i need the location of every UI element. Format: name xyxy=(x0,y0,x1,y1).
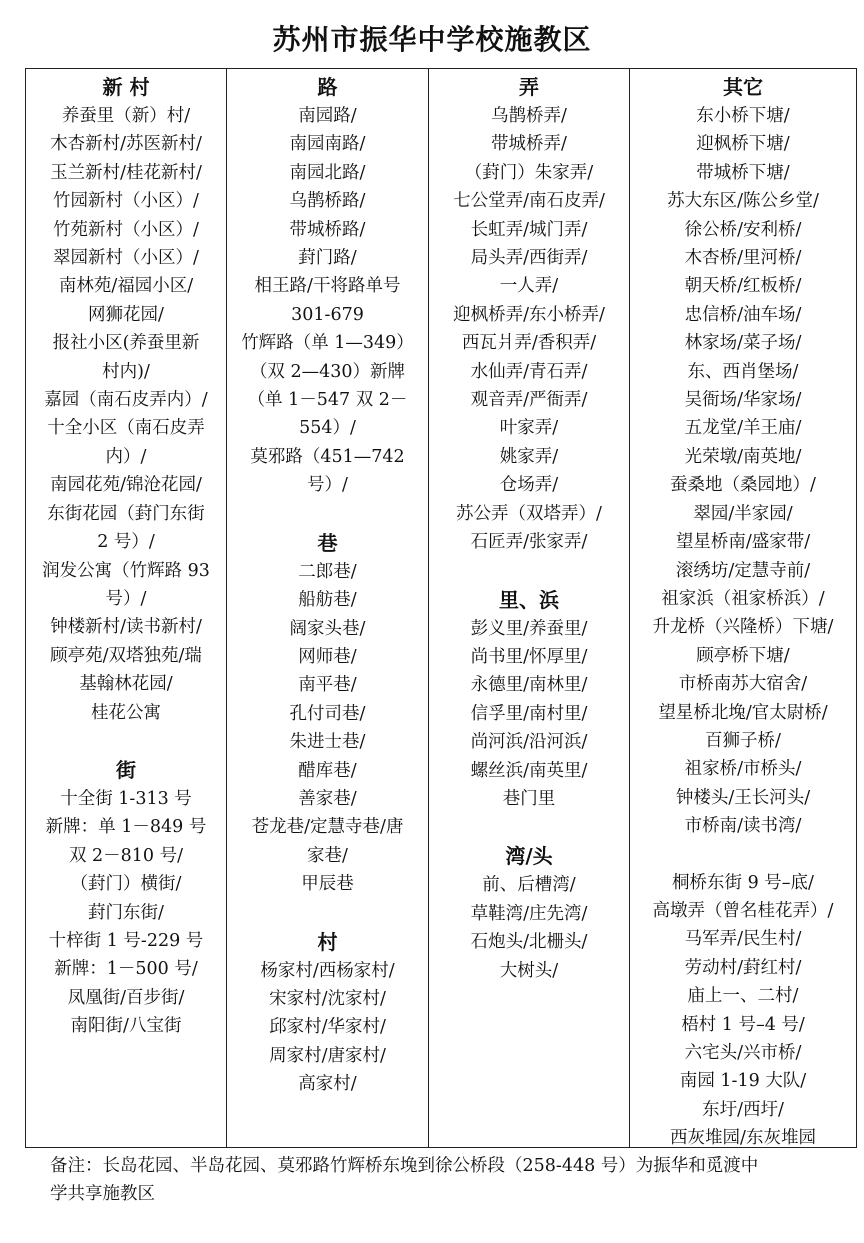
area-line: 554）/ xyxy=(299,418,356,439)
area-line: 相王路/干将路单号 xyxy=(254,276,401,297)
area-line: 村内)/ xyxy=(102,361,150,382)
area-line: 石匠弄/张家弄/ xyxy=(470,532,588,553)
area-line: 叶家弄/ xyxy=(499,418,559,439)
area-line: 南园花苑/锦沧花园/ xyxy=(50,475,202,496)
area-line: 望星桥南/盛家带/ xyxy=(675,532,811,553)
column-header: 路 xyxy=(317,75,338,99)
area-line: 带城桥弄/ xyxy=(491,134,567,155)
area-line: 梧村 1 号–4 号/ xyxy=(681,1014,805,1035)
area-line: 基翰林花园/ xyxy=(79,674,173,695)
area-line: 百狮子桥/ xyxy=(705,730,781,751)
area-line: 养蚕里（新）村/ xyxy=(61,106,191,126)
area-line: 光荣墩/南英地/ xyxy=(684,446,802,467)
column-header: 其它 xyxy=(723,75,763,99)
area-line: 永德里/南林里/ xyxy=(470,675,588,696)
area-line: 市桥南/读书湾/ xyxy=(684,816,802,837)
area-line: 七公堂弄/南石皮弄/ xyxy=(453,191,605,212)
area-line: 船舫巷/ xyxy=(298,590,357,611)
area-line: 局头弄/西街弄/ xyxy=(470,248,588,269)
area-line: 大树头/ xyxy=(499,960,559,981)
area-line: （葑门）横街/ xyxy=(70,874,182,895)
area-line: 二郎巷/ xyxy=(298,561,357,582)
area-line: 东小桥下塘/ xyxy=(696,106,790,126)
area-line: 桂花公寓 xyxy=(91,702,161,723)
area-line: 家巷/ xyxy=(307,845,348,866)
section-header: 街 xyxy=(116,757,136,782)
area-line: 长虹弄/城门弄/ xyxy=(470,219,588,240)
area-line: 号）/ xyxy=(307,475,348,496)
area-line: 彭义里/养蚕里/ xyxy=(470,618,588,639)
column-3 xyxy=(429,69,630,1147)
area-line: 草鞋湾/庄先湾/ xyxy=(470,903,588,924)
area-line: （单 1－547 双 2－ xyxy=(247,390,408,411)
section-header: 村 xyxy=(317,929,338,954)
area-line: 内）/ xyxy=(105,446,147,467)
area-line: 水仙弄/青石弄/ xyxy=(470,361,588,382)
area-line: 木杏桥/里河桥/ xyxy=(684,248,802,269)
area-line: 仓场弄/ xyxy=(499,475,559,496)
area-line: 301-679 xyxy=(291,304,364,325)
area-line: 朱进士巷/ xyxy=(289,732,366,753)
area-line: 玉兰新村/桂花新村/ xyxy=(50,162,202,183)
area-line: 木杏新村/苏医新村/ xyxy=(50,134,202,155)
remark-line-2: 学共享施教区 xyxy=(50,1184,155,1204)
section-gap xyxy=(26,727,226,755)
area-line: 高家村/ xyxy=(298,1074,357,1095)
area-line: （葑门）朱家弄/ xyxy=(464,162,594,183)
area-line: 忠信桥/油车场/ xyxy=(684,304,802,325)
area-line: 善家巷/ xyxy=(298,788,357,809)
remark-line-1: 备注：长岛花园、半岛花园、莫邪路竹辉桥东堍到徐公桥段（258-448 号）为振华和觅渡中 xyxy=(50,1156,759,1176)
area-line: 东圩/西圩/ xyxy=(702,1099,784,1120)
area-line: 竹园新村（小区）/ xyxy=(53,191,199,212)
section-header: 里、浜 xyxy=(499,587,559,612)
area-line: 嘉园（南石皮弄内）/ xyxy=(44,390,208,411)
area-line: 网狮花园/ xyxy=(88,304,164,325)
area-line: 葑门路/ xyxy=(298,248,357,269)
area-line: 前、后槽湾/ xyxy=(482,875,576,896)
column-2 xyxy=(227,69,429,1147)
area-line: 桐桥东街 9 号–底/ xyxy=(672,872,814,893)
area-line: 高墩弄（曾名桂花弄）/ xyxy=(652,900,834,921)
area-line: 带城桥下塘/ xyxy=(696,162,790,183)
area-line: 2 号）/ xyxy=(97,532,155,553)
area-line: 吴衙场/华家场/ xyxy=(684,390,802,411)
area-line: 西灰堆园/东灰堆园 xyxy=(670,1128,816,1149)
area-line: 新牌：单 1－849 号 xyxy=(45,817,207,838)
area-line: 十全小区（南石皮弄 xyxy=(47,418,205,439)
area-line: 蚕桑地（桑园地）/ xyxy=(670,475,816,496)
area-line: 东、西肖堡场/ xyxy=(687,361,799,382)
area-line: 姚家弄/ xyxy=(499,446,559,467)
area-line: 南园北路/ xyxy=(289,162,366,183)
section-gap xyxy=(630,841,856,869)
school-district-table xyxy=(25,68,857,1148)
area-line: 徐公桥/安利桥/ xyxy=(684,219,802,240)
area-line: 东街花园（葑门东街 xyxy=(47,503,205,524)
area-line: 五龙堂/羊王庙/ xyxy=(684,418,802,439)
area-line: 杨家村/西杨家村/ xyxy=(260,960,395,981)
area-line: 劳动村/葑红村/ xyxy=(684,957,802,978)
area-line: 南林苑/福园小区/ xyxy=(58,276,194,297)
area-line: 市桥南苏大宿舍/ xyxy=(678,674,808,695)
section-gap xyxy=(227,500,428,528)
column-header: 新 村 xyxy=(102,75,150,99)
area-line: 朝天桥/红板桥/ xyxy=(684,276,802,297)
area-line: 观音弄/严衙弄/ xyxy=(470,390,588,411)
area-line: 南园 1-19 大队/ xyxy=(679,1071,807,1092)
column-1 xyxy=(26,69,227,1147)
area-line: 报社小区(养蚕里新 xyxy=(52,333,200,354)
area-line: （双 2—430）新牌 xyxy=(249,361,406,382)
area-line: 邱家村/华家村/ xyxy=(269,1017,386,1038)
section-gap xyxy=(429,813,629,841)
area-line: 南园南路/ xyxy=(289,134,366,155)
area-line: 葑门东街/ xyxy=(88,902,164,923)
area-line: 南阳街/八宝街 xyxy=(70,1016,182,1037)
area-line: 钟楼头/王长河头/ xyxy=(675,787,811,808)
area-line: 迎枫桥下塘/ xyxy=(696,134,790,155)
area-line: 苍龙巷/定慧寺巷/唐 xyxy=(251,817,404,838)
area-line: 石炮头/北栅头/ xyxy=(470,932,588,953)
area-line: 阔家头巷/ xyxy=(289,618,366,639)
area-line: 孔付司巷/ xyxy=(289,703,366,724)
area-line: 一人弄/ xyxy=(499,276,559,297)
area-line: 带城桥路/ xyxy=(289,219,366,240)
area-line: 凤凰街/百步街/ xyxy=(67,987,185,1008)
area-line: 西瓦爿弄/香积弄/ xyxy=(461,333,597,354)
section-header: 湾/头 xyxy=(505,844,553,869)
area-line: 新牌：1－500 号/ xyxy=(54,959,198,980)
area-line: 信孚里/南村里/ xyxy=(470,703,588,724)
area-line: 南平巷/ xyxy=(298,675,357,696)
area-line: 顾亭苑/双塔独苑/瑞 xyxy=(50,645,202,666)
area-line: 宋家村/沈家村/ xyxy=(269,988,386,1009)
area-line: 巷门里 xyxy=(502,788,556,809)
area-line: 钟楼新村/读书新村/ xyxy=(50,617,202,638)
remark-note xyxy=(50,1152,850,1208)
column-header: 弄 xyxy=(519,75,539,99)
area-line: 润发公寓（竹辉路 93 xyxy=(42,560,210,581)
area-line: 庙上一、二村/ xyxy=(687,986,799,1007)
area-line: 翠园新村（小区）/ xyxy=(53,248,199,269)
area-line: 乌鹊桥路/ xyxy=(289,191,366,212)
area-line: 十梓街 1 号-229 号 xyxy=(48,930,204,951)
area-line: 螺丝浜/南英里/ xyxy=(470,760,588,781)
area-line: 林家场/菜子场/ xyxy=(684,333,802,354)
area-line: 南园路/ xyxy=(298,106,357,126)
area-line: 双 2－810 号/ xyxy=(68,845,184,866)
area-line: 莫邪路（451—742 xyxy=(250,446,405,467)
area-line: 尚书里/怀厚里/ xyxy=(470,646,588,667)
page-title: 苏州市振华中学校施教区 xyxy=(272,23,592,56)
area-line: 尚河浜/沿河浜/ xyxy=(470,732,588,753)
area-line: 乌鹊桥弄/ xyxy=(491,106,567,126)
area-line: 醋库巷/ xyxy=(298,760,357,781)
area-line: 顾亭桥下塘/ xyxy=(696,645,790,666)
area-line: 马军弄/民生村/ xyxy=(684,929,802,950)
area-line: 网师巷/ xyxy=(298,646,357,667)
area-line: 滚绣坊/定慧寺前/ xyxy=(675,560,811,581)
area-line: 十全街 1-313 号 xyxy=(60,788,192,809)
area-line: 祖家桥/市桥头/ xyxy=(684,759,802,780)
area-line: 号）/ xyxy=(105,588,147,609)
area-line: 甲辰巷 xyxy=(301,874,354,895)
section-gap xyxy=(227,899,428,927)
area-line: 竹辉路（单 1—349） xyxy=(241,333,414,354)
section-gap xyxy=(429,557,629,585)
section-header: 巷 xyxy=(317,530,338,555)
area-line: 升龙桥（兴隆桥）下塘/ xyxy=(652,617,834,638)
area-line: 望星桥北堍/官太尉桥/ xyxy=(658,702,828,723)
area-line: 苏公弄（双塔弄）/ xyxy=(456,503,602,524)
area-line: 翠园/半家园/ xyxy=(693,503,793,524)
area-line: 六宅头/兴市桥/ xyxy=(684,1043,802,1063)
column-4 xyxy=(630,69,856,1147)
area-line: 迎枫桥弄/东小桥弄/ xyxy=(453,304,605,325)
area-line: 竹苑新村（小区）/ xyxy=(53,219,199,240)
area-line: 祖家浜（祖家桥浜）/ xyxy=(661,588,825,609)
area-line: 周家村/唐家村/ xyxy=(269,1045,386,1066)
area-line: 苏大东区/陈公乡堂/ xyxy=(667,191,819,212)
